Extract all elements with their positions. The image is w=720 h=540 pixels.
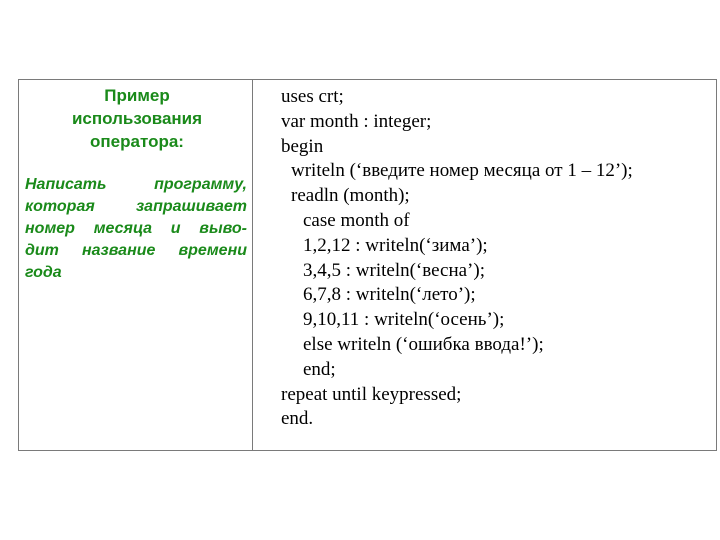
code-line: writeln (‘введите номер месяца от 1 – 12’); (291, 160, 633, 182)
code-line: var month : integer; (281, 110, 432, 132)
code-line: repeat until keypressed; (281, 383, 462, 405)
code-line: 3,4,5 : writeln(‘весна’); (303, 259, 485, 281)
code-line: 6,7,8 : writeln(‘лето’); (303, 284, 476, 306)
code-line: case month of (303, 209, 410, 231)
task-line: дит название времени (25, 242, 247, 259)
task-line: года (25, 264, 62, 281)
code-line: end. (281, 408, 314, 430)
task-line: Написать программу, (25, 176, 247, 193)
code-line: 9,10,11 : writeln(‘осень’); (303, 309, 505, 331)
code-line: end; (303, 358, 336, 380)
heading-line: оператора: (90, 132, 184, 151)
task-line: номер месяца и выво- (25, 220, 247, 237)
heading-line: Пример (104, 86, 170, 105)
example-heading (25, 84, 249, 153)
code-line: uses crt; (281, 86, 344, 107)
task-line: которая запрашивает (25, 198, 247, 215)
code-line: readln (month); (291, 185, 410, 207)
code-line: 1,2,12 : writeln(‘зима’); (303, 234, 488, 256)
description-cell (19, 80, 253, 450)
code-line: else writeln (‘ошибка ввода!’); (303, 333, 544, 355)
task-description (25, 174, 252, 284)
example-table (18, 79, 717, 451)
code-cell (253, 80, 716, 450)
code-line: begin (281, 135, 324, 157)
pascal-code-listing (281, 85, 716, 432)
heading-line: использования (71, 109, 203, 128)
